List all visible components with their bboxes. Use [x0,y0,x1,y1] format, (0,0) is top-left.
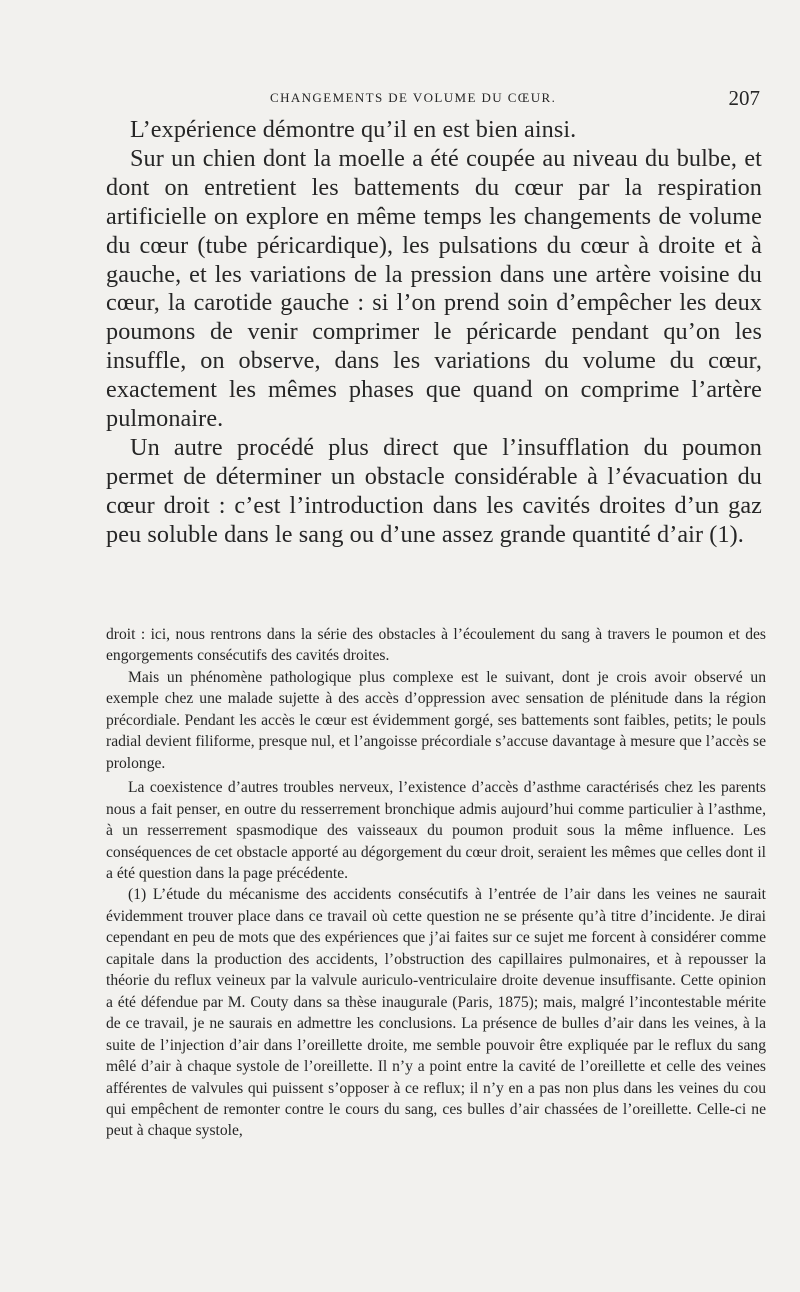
note-paragraph: La coexistence d’autres troubles nerveux, l’existence d’accès d’asthme caractérisés chez les parents nous a fait penser, en outre du resserrement bronchique admis aujourd’hui comme particulier à l’asthme, à un resserrement spasmodique des vaisseaux du poumon produit sous la même influence. Les conséquences de cet obstacle apporté au dégorgement du cœur droit, seraient les mêmes que celles dont il a été question dans la page précédente. [106,779,766,882]
footnote: (1) L’étude du mécanisme des accidents consécutifs à l’entrée de l’air dans les veines ne saurait évidemment trouver place dans ce travail où cette question ne se présente qu’à titre d’incidente. Je dirai cependant en peu de mots que des expériences que j’ai faites sur ce sujet me forcent à considérer comme capitale dans la production des accidents, l’obstruction des capillaires pulmonaires, et à repousser la théorie du reflux veineux par la valvule auriculo-ventriculaire droite devenue insuffisante. Cette opinion a été défendue par M. Couty dans sa thèse inaugurale (Paris, 1875); mais, malgré l’incontestable mérite de ce travail, je ne saurais en admettre les conclusions. La présence de bulles d’air dans les veines, à la suite de l’injection d’air dans l’oreillette droite, me semble pouvoir être expliquée par le reflux du sang mêlé d’air à chaque systole de l’oreillette. Il n’y a point entre la cavité de l’oreillette et celle des veines afférentes de valvules qui puissent s’opposer à ce reflux; il n’y en a pas non plus dans les veines du cou qui empêchent de remonter contre le cours du sang, ces bulles d’air chassées de l’oreillette. Celle-ci ne peut à chaque systole, [106,886,766,1140]
note-continuation: droit : ici, nous rentrons dans la série des obstacles à l’écoulement du sang à travers le poumon et des engorgements consécutifs des cavités droites. [106,626,766,665]
note-paragraph: Mais un phénomène pathologique plus complexe est le suivant, dont je crois avoir observé un exemple chez une malade sujette à des accès d’oppression avec sensation de plénitude dans la région précordiale. Pendant les accès le cœur est évidemment gorgé, ses battements sont faibles, petits; le pouls radial devient filiforme, presque nul, et l’angoisse précordiale s’accuse davantage à mesure que l’accès se prolonge. [106,668,766,772]
page-header [104,86,764,112]
main-paragraph: Sur un chien dont la moelle a été coupée au niveau du bulbe, et dont on entretient les battements du cœur par la respiration artificielle on explore en même temps les changements de volume du cœur (tube péricardique), les pulsations du cœur à droite et à gauche, et les variations de la pression dans une artère voisine du cœur, la carotide gauche : si l’on prend soin d’empêcher les deux poumons de venir comprimer le péricarde pendant qu’on les insuffle, on observe, dans les variations du volume du cœur, exactement les mêmes phases que quand on comprime l’artère pulmonaire. [106,144,762,433]
main-paragraph: L’expérience démontre qu’il en est bien ainsi. [130,116,577,143]
notes-section [106,624,766,1142]
page-number: 207 [728,86,760,110]
main-paragraph: Un autre procédé plus direct que l’insufflation du poumon permet de déterminer un obstacle considérable à l’évacuation du cœur droit : c’est l’introduction dans les cavités droites d’un gaz peu soluble dans le sang ou d’une assez grande quantité d’air (1). [106,433,762,548]
main-text [106,116,762,550]
running-head: CHANGEMENTS DE VOLUME DU CŒUR. [270,90,557,105]
